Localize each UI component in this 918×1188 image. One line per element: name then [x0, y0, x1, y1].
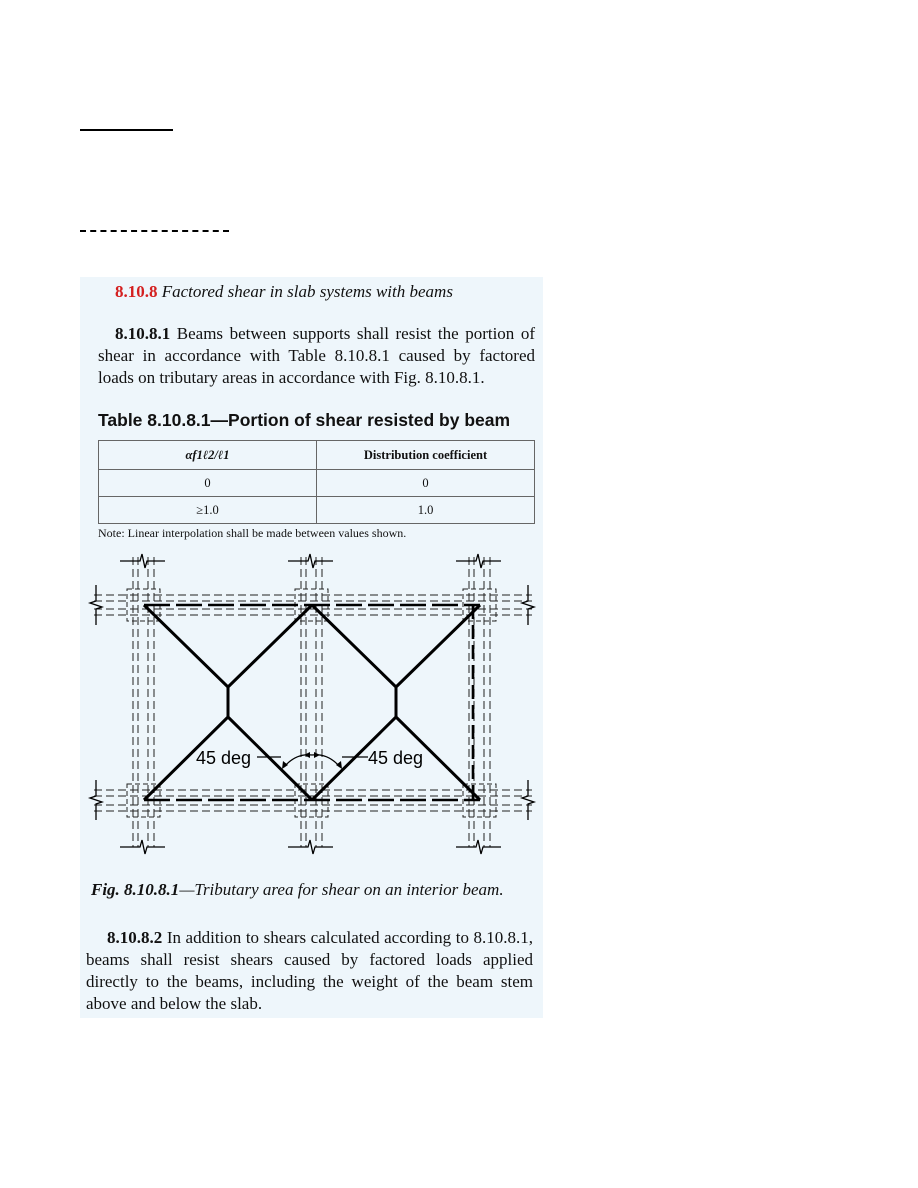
paragraph-number: 8.10.8.2	[107, 928, 163, 947]
paragraph-number: 8.10.8.1	[115, 324, 171, 343]
table-cell: 0	[317, 470, 535, 497]
beam-centerlines	[144, 605, 480, 800]
table-header-row	[99, 441, 535, 470]
dashed-rule	[80, 230, 229, 232]
paragraph-8-10-8-1	[98, 323, 535, 389]
figure-caption-text: —Tributary area for shear on an interior beam.	[179, 880, 504, 899]
figure-number: Fig. 8.10.8.1	[91, 880, 180, 899]
tributary-area-figure	[80, 549, 543, 859]
table-row	[99, 497, 535, 524]
section-title: Factored shear in slab systems with beams	[161, 282, 453, 301]
distribution-table	[98, 440, 535, 524]
column-outlines	[127, 589, 496, 817]
table-cell: ≥1.0	[99, 497, 317, 524]
figure-caption	[91, 880, 504, 900]
table-title: Table 8.10.8.1—Portion of shear resisted by beam	[98, 410, 511, 430]
tributary-boundary-lines	[144, 605, 480, 800]
top-rule	[80, 129, 173, 131]
angle-label-right: 45 deg	[368, 748, 424, 768]
table-cell: 0	[99, 470, 317, 497]
paragraph-text: Beams between supports shall resist the portion of shear in accordance with Table 8.10.8.1 caused by factored loads on tributary areas in accordance with Fig. 8.10.8.1.	[98, 324, 535, 387]
table-cell: 1.0	[317, 497, 535, 524]
table-row	[99, 470, 535, 497]
paragraph-8-10-8-2	[86, 927, 533, 1015]
table-note: Note: Linear interpolation shall be made between values shown.	[98, 526, 407, 540]
header-distribution-coefficient: Distribution coefficient	[317, 441, 535, 470]
header-stiffness-ratio: αf1ℓ2/ℓ1	[99, 441, 317, 470]
break-lines	[90, 554, 534, 854]
paragraph-text: In addition to shears calculated according to 8.10.8.1, beams shall resist shears caused by factored loads applied directly to the beams, including the weight of the beam stem above and below the slab.	[86, 928, 534, 1013]
section-heading	[115, 282, 453, 302]
excerpt-panel	[80, 277, 543, 1018]
angle-label-left: 45 deg	[196, 748, 252, 768]
section-number: 8.10.8	[115, 282, 158, 301]
